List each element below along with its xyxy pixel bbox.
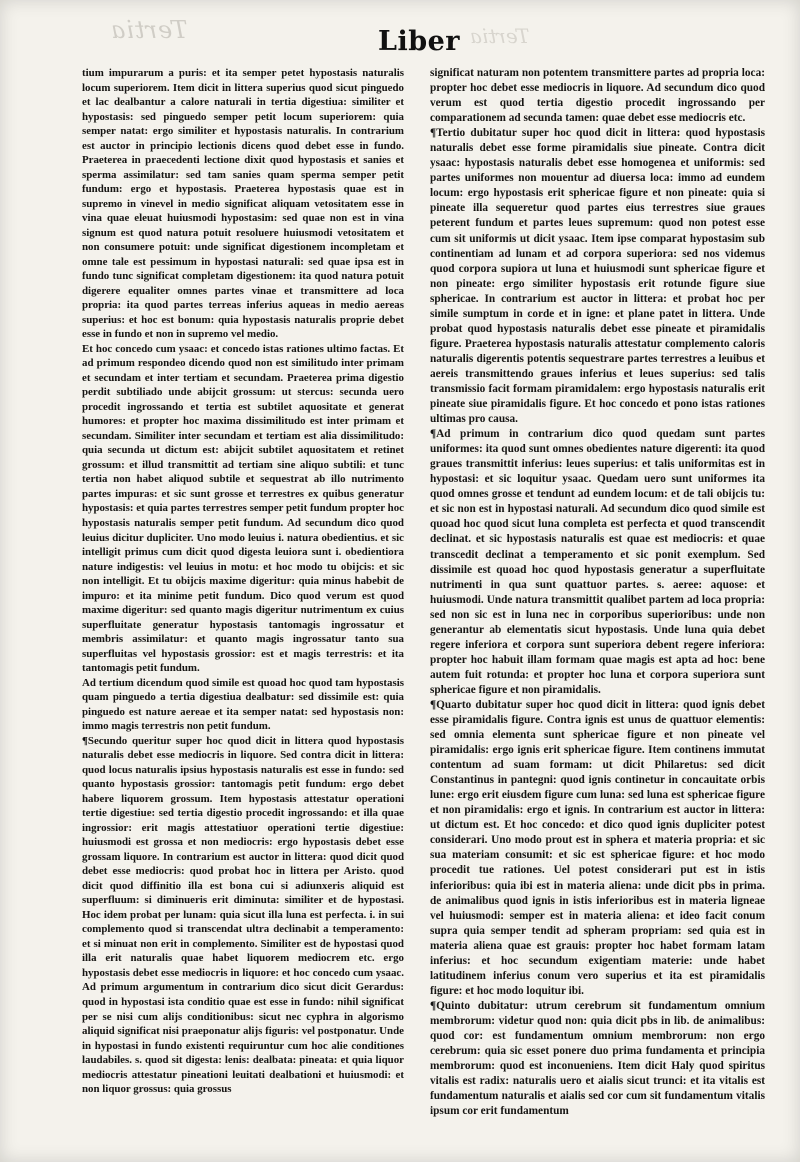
- left-paragraph-2: Et hoc concedo cum ysaac: et concedo istas rationes ultimo factas. Et ad primum respondeo dicendo quod non est similitudo inter primam et secundam et inter tertiam et secundam. Praeterea prima digestio perdit subtiliado unde abijcit grossum: ut stercus: secunda uero procedit ingrossando et tertia est subtilet aquositate et generat humores: et propter hoc maxima dissimilitudo est inter primam et secundam. Similiter inter secundam et tertiam est alia dissimilitudo: quia secunda ut dictum est: abijcit subtilet aquositatem et retinet grossum: et illud transmittit ad tertiam sine aliquo subtili: et tunc tertia non habet aliquod subtile et sequestrat ab illo nutrimento partes impuras: et sic sunt grosse et terrestres ex quibus generatur hypostasis: et quia partes terrestres semper petit fundum propter hoc hypostasis naturalis semper petit fundum. Ad secundum dico quod leuius dicitur dupliciter. Uno modo leuius i. natura obedientius. et sic intelligit primus cum dicit quod digesta leuiora sunt i. obedientiora nature indigestis: vel leuius in motu: et hoc modo tu obijcis: et sic non intelligit. Et tu obijcis maxime digeritur: quia minus habebit de impuro: et ita minime petit fundum. Dico quod verum est quod maxime digeritur: sed quanto magis digeritur nutrimentum ex cuius superfluitate generatur hypostasis tantomagis ingrossatur et membris assimilatur: et quanto magis ingrossatur tanto sua superfluitas vel hypostasis grossior: est et magis terrestris: et ita tantomagis petit fundum.: [82, 342, 404, 675]
- right-paragraph-4: ¶ Quarto dubitatur super hoc quod dicit in littera: quod ignis debet esse piramidalis figure. Contra ignis est unus de quattuor elementis: sed omnia elementa sunt sphericae figure et non pineate vel piramidalis: ergo ignis erit sphericae figure. Item continens immutat contentum ad suam formam: ut dicit Philaretus: sed dicit Constantinus in pantegni: quod ignis continetur in concauitate orbis lune: ergo erit eiusdem figure cum luna: sed luna est sphericae figure et non piramidalis: ergo et ignis. In contrarium est auctor in littera: ut dictum est. Et hoc concedo: et dico quod ignis dupliciter potest considerari. Uno modo prout est in sphera et materia propria: et sic sua materiam consumit: et sic est sphericae figure: et hoc modo procedit tue rationes. Uel potest considerari put est in istis inferioribus: quia ibi est in materia aliena: unde dicit pbs in prima. de animalibus quod ignis in istis inferioribus est in materia ligneae vel huiusmodi: semper est in materia aliena: et ideo facit conum supra quia semper tendit ad spheram propriam: sed quia est in materia aliena quae est grauis: propter hoc habet formam latam inferius: et hoc secundum exigentiam materie: unde habet latitudinem inferius conum vero superius et ita est piramidalis figure: et hoc modo loquitur ibi.: [430, 698, 765, 999]
- right-paragraph-1: significat naturam non potentem transmittere partes ad propria loca: propter hoc debet esse mediocris in liquore. Ad secundum dico quod verum est quod tertia digestio procedit ingrossando per comparationem ad secunda tamen: quae debet esse mediocris etc.: [430, 67, 765, 125]
- right-paragraph-3: ¶ Ad primum in contrarium dico quod quedam sunt partes uniformes: ita quod sunt omnes obedientes nature digerenti: ita quod graues transmittit inferius: leues superius: et talis uniformitas est in hypostasi: et sic loquitur ysaac. Quedam uero sunt uniformes ita quod omnes grosse et tendunt ad eundem locum: et de tali obijcis tu: et sic non est in hypostasi naturali. Ad secundum dico quod simile est quoad hoc quod sicut luna completa est perfecta et quod transcendit declinat. et sic hypostasis naturalis est quae est mediocris: et quae transcedit declinat a temperamento et sic ponit exemplum. Sed dissimile est quoad hoc quod hypostasis generatur a superfluitate nutrimenti in qua sunt quattuor partes. s. aeree: aquose: et huiusmodi. Unde natura transmittit qualibet partem ad loca propria: sed non sic est in luna nec in corporibus superioribus: unde non generantur ab elementatis sicut hypostasis. Unde luna quia debet regere inferiora et corpora sunt superiora debent regere inferiora: propter hoc habuit illam formam quae magis est apta ad hoc: bene autem fuit rotunda: et propter hoc luna et corpora superiora sunt sphericae figure et non piramidalis.: [430, 427, 765, 698]
- left-paragraph-3: Ad tertium dicendum quod simile est quoad hoc quod tam hypostasis quam pinguedo a tertia digestiua dealbatur: sed dissimile est: quia pinguedo est nature aereae et ita semper natat: sed hypostasis non: immo magis terrestris non petit fundum.: [82, 676, 404, 733]
- right-paragraph-2: ¶ Tertio dubitatur super hoc quod dicit in littera: quod hypostasis naturalis debet esse forme piramidalis siue pineate. Contra dicit ysaac: hypostasis naturalis debet esse homogenea et uniformis: sed partes uniformes non mouentur ad diuersa loca: immo ad eundem locum: ergo hypostasis erit sphericae figure et non pineate: quia si pineate illa sequeretur quod partes eius terrestres siue graues peterent fundum et partes leues supremum: quod non potest esse cum sit uniformis ut dicit ysaac. Item ipse comparat hypostasim sub continentiam ad lunam et ad corpora superiora: sed nos videmus quod corpora supiora ut luna et huiusmodi sunt sphericae figure et non pineate: ergo similiter hypostasis erit rotunde figure siue sphericae. In contrarium est auctor in littera: et probat hoc per simile sumptum in corde et in igne: et plane patet in littera. Unde probat quod hypostasis naturalis debet esse pineate et piramidalis figure. Praeterea hypostasis naturalis attestatur complemento caloris naturalis digerentis potentis sequestrare partes terrestres a leuibus et aereis transmittendo graues inferius et leues superius: sed talis transmissio facit formam piramidalem: ergo hypostasis naturalis erit pineate siue piramidalis figure. Et hoc concedo et pono istas rationes ultimas pro causa.: [430, 126, 765, 427]
- bleed-through-text: Tertia: [110, 16, 188, 44]
- bleed-through-text-right: Tertia: [470, 24, 530, 48]
- left-column: [82, 66, 404, 1097]
- left-paragraph-4: ¶ Secundo queritur super hoc quod dicit in littera quod hypostasis naturalis debet esse mediocris in liquore. Sed contra dicit in littera: quod locus naturalis ipsius hypostasis naturalis est esse in fundo: sed quanto hypostasis grossior: tantomagis petit fundum: ergo debet habere liquorem grossum. Item hypostasis attestatur operationi tertie digestiue: sed tertia digestio procedit ingrossando: et illa quae ingrossior: erit magis attestatiuor operationi tertie digestiue: huiusmodi est grossa et non mediocris: ergo hypostasis debet esse grossam liquore. In contrarium est auctor in littera: quod dicit quod debet esse mediocris: quod probat hoc in littera per Aristo. quod dicit quod diffinitio illa est bona cui si adiunxeris aliquid est superfluum: si diminueris erit diminuta: similiter et de hypostasi. Hoc idem probat per lunam: quia sicut illa luna est perfecta. i. in sui complemento quod si transcendat ultra declinabit a temperamento: et si minuat non erit in complemento. Similiter est de hypostasi quod illa erit naturalis quae habet liquorem mediocrem etc. ergo hypostasis debet esse mediocris in liquore: et hoc concedo cum ysaac. Ad primum argumentum in contrarium dico sicut dicit Gerardus: quod in hypostasi ista conditio quae est esse in fundo: nihil significat per se nisi cum alijs conditionibus: sicut nec cyphra in algorismo aliquid significat nisi praeponatur alijs figuris: vel postponatur. Unde in hypostasi in fundo existenti requiruntur cum hoc alie conditiones laudabiles. s. quod sit digesta: lenis: dealbata: pineata: et quia liquor mediocris attestatur pineationi leuitati dealbationi et huiusmodi: et non liquor grossus: quia grossus: [82, 734, 404, 1097]
- left-paragraph-1: tium impurarum a puris: et ita semper petet hypostasis naturalis locum superiorem. Item dicit in littera superius quod sicut pinguedo et lac dealbantur a calore naturali in tertia digestiua: similiter et hypostasis: sed pinguedo semper petit locum superiorem: quia semper natat: ergo similiter et hypostasis naturalis. In contrarium est auctor in principio lectionis dicens quod debet esse in fundo. Praeterea in praecedenti lectione dixit quod hypostasis et sanies et sperma assimilatur: sed tam sanies quam sperma semper petit fundum: ergo et hypostasis. Praeterea hypostasis quae est in supremo in vinevel in medio significat aliquam vetositatem esse in vina quae eleuat huiusmodi hypostasim: sed quae non est in vina signum est quod natura potuit resoluere huiusmodi vetositatem et non consumere potuit: unde significat digestionem incompletam et omne tale est pessimum in hypostasi naturali: sed quae ipsa est in fundo tunc significat completam digestionem: ita quod natura potuit digerere equaliter omnes partes vinae et transmittere ad loca propria: ita quod partes terreas inferius aqueas in medio aereas superius: et hoc est bonum: quia hypostasis naturalis proprie debet esse in fundo et non in supremo vel medio.: [82, 67, 404, 341]
- right-column: [430, 66, 765, 1119]
- running-head: Liber: [378, 26, 461, 57]
- right-paragraph-5: ¶ Quinto dubitatur: utrum cerebrum sit fundamentum omnium membrorum: videtur quod non: quia dicit pbs in lib. de animalibus: quod cor: est fundamentum omnium membrorum: non ergo cerebrum: quia sic esset ponere duo prima fundamenta et principia membrorum: quod est inconueniens. Item dicit Haly quod spiritus vitalis est radix: naturalis uero et aialis sicut trunci: et ita vitalis est fundamentum naturalis et aialis sed cor cum sit fundamentum vitalis ipsum cor erit fundamentum: [430, 999, 765, 1119]
